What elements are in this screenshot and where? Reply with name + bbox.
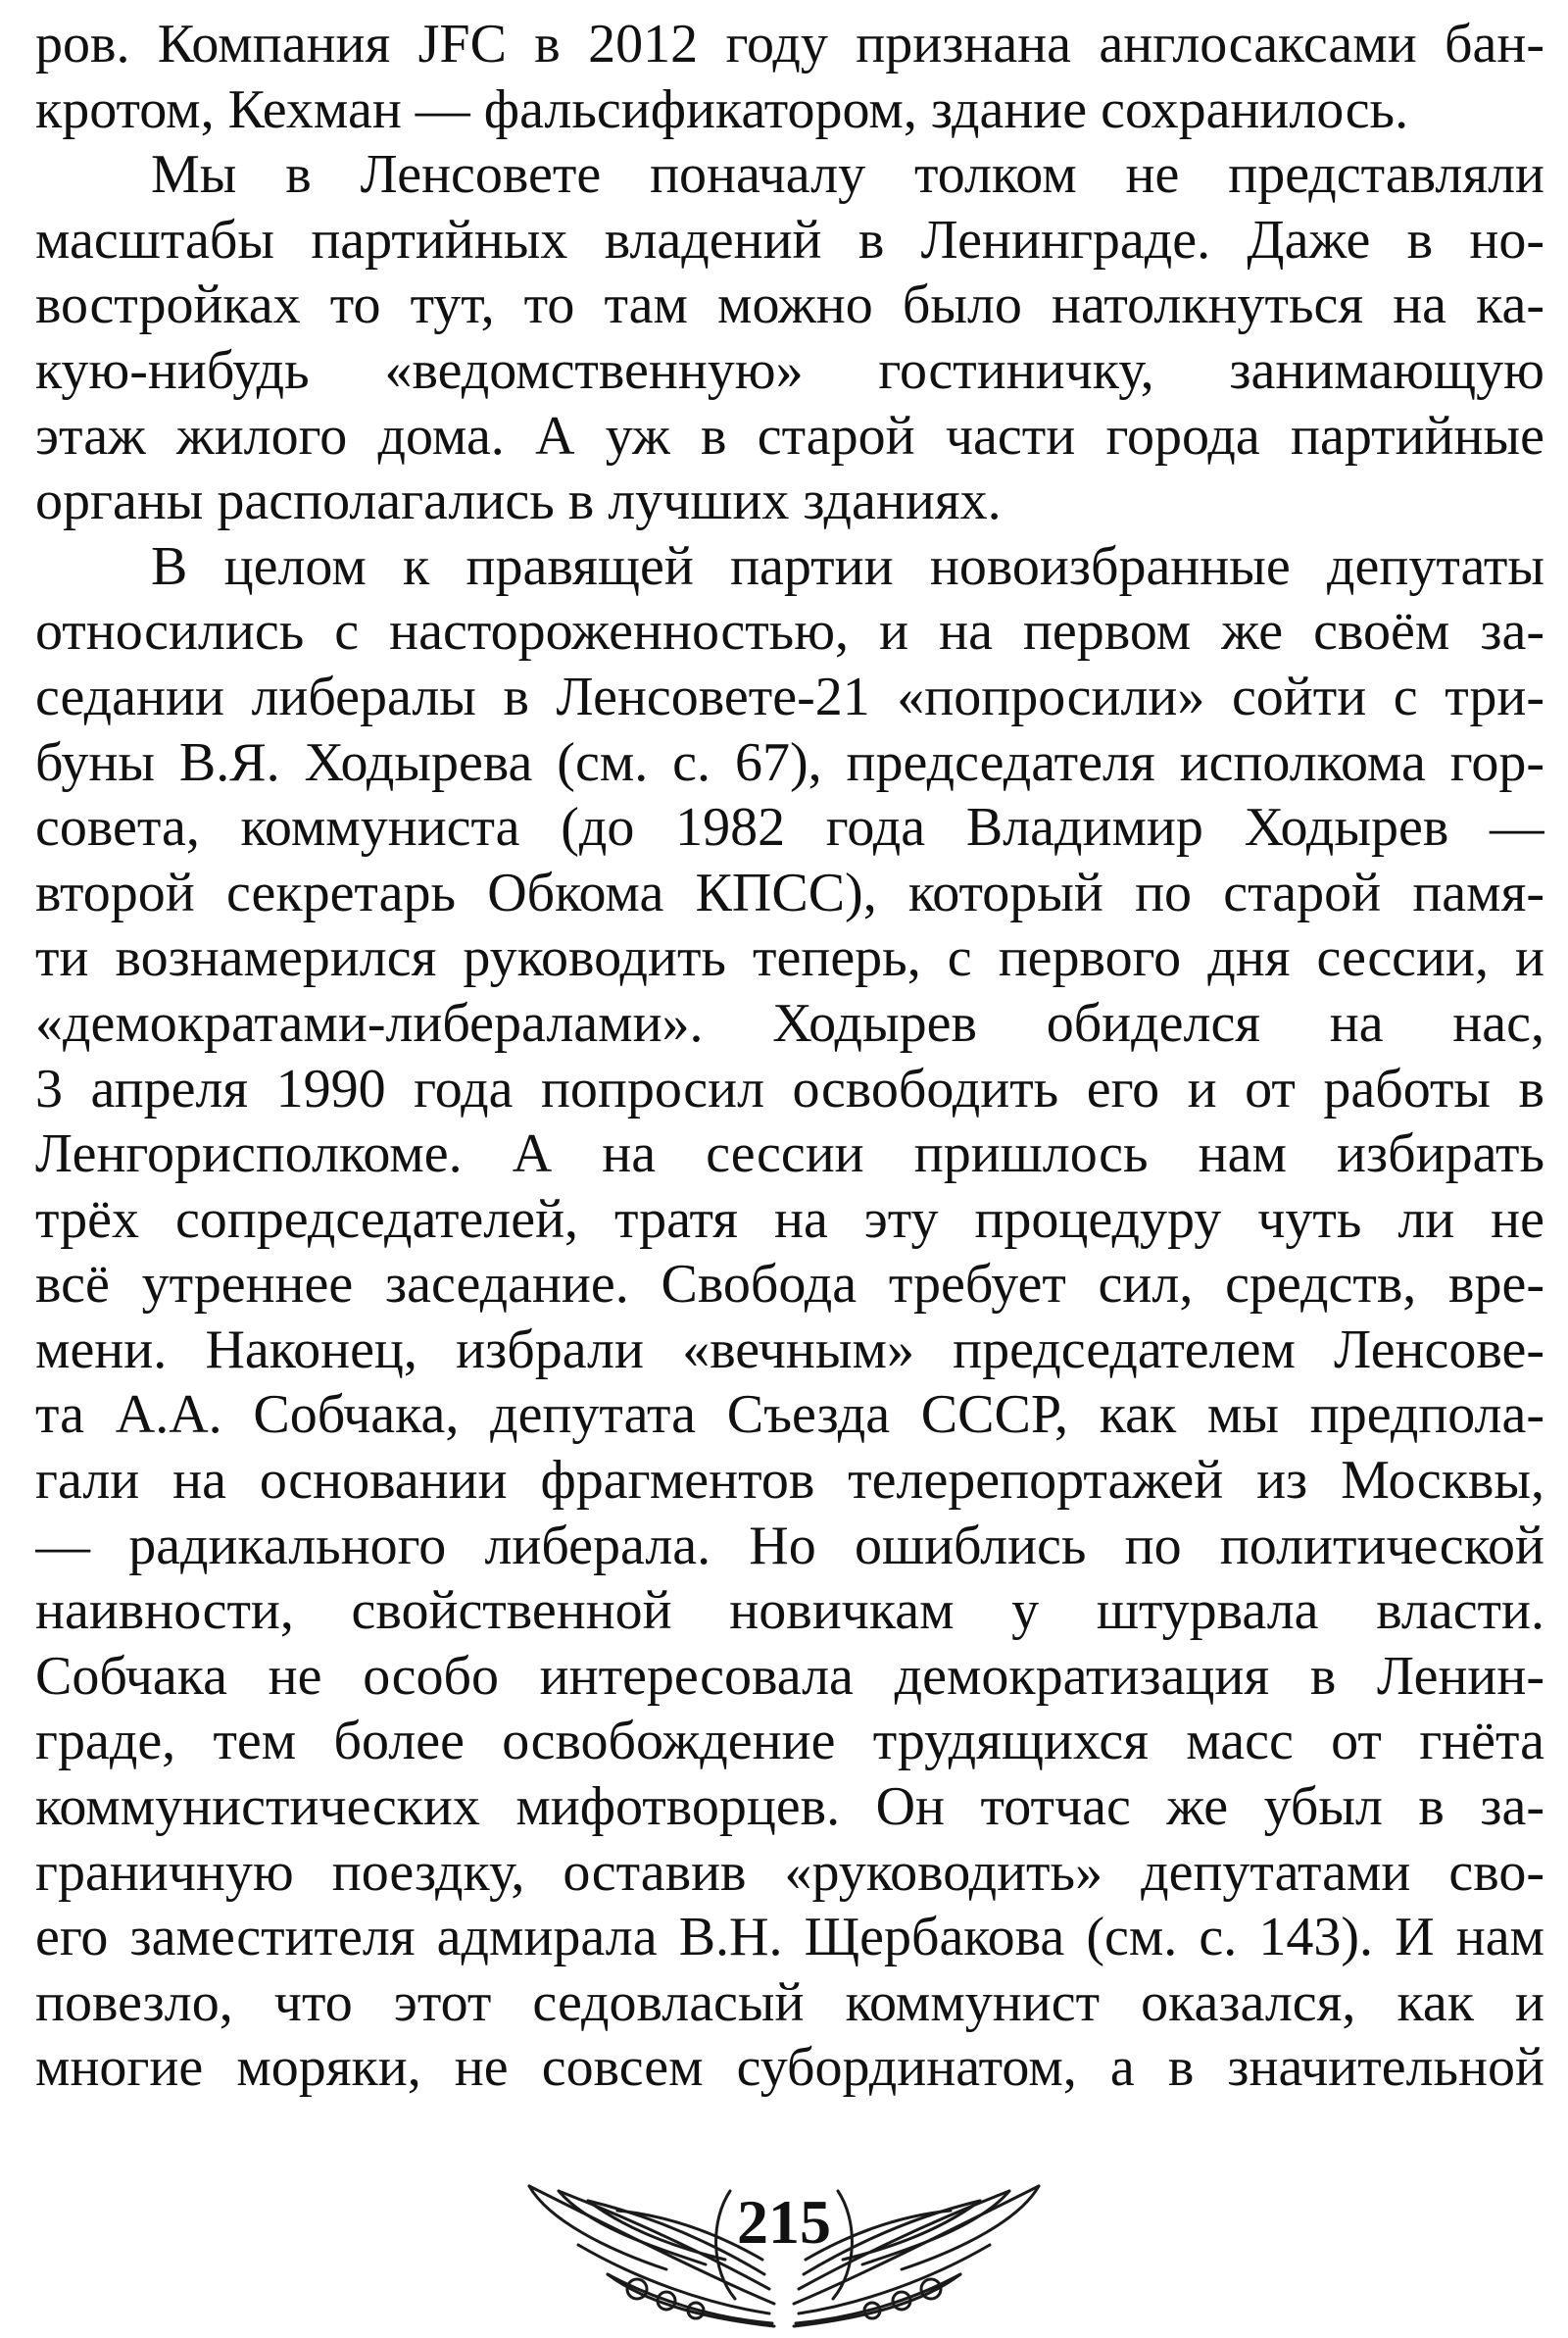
text-line: та А.А. Собчака, депутата Съезда СССР, как мы предпола- (35, 1384, 1544, 1446)
text-line: наивности, свойственной новичкам у штурвала власти. (35, 1580, 1544, 1642)
text-line: повезло, что этот седовласый коммунист оказался, как и (35, 1971, 1544, 2033)
page-number: 215 (737, 2187, 831, 2257)
text-line: масштабы партийных владений в Ленинграде. Даже в но- (35, 209, 1544, 271)
text-line: мени. Наконец, избрали «вечным» председателем Ленсове- (35, 1318, 1544, 1380)
text-line: Собчака не особо интересовала демократизация в Ленин- (35, 1645, 1544, 1707)
text-line: совета, коммуниста (до 1982 года Владимир Ходырев — (35, 797, 1544, 859)
text-line: его заместителя адмирала В.Н. Щербакова (см. с. 143). И нам (35, 1907, 1544, 1968)
text-line: относились с настороженностью, и на первом же своём за- (35, 601, 1544, 663)
text-line: многие моряки, не совсем субординатом, а в значительной (35, 2037, 1544, 2099)
text-line: седании либералы в Ленсовете-21 «попросили» сойти с три- (35, 666, 1544, 727)
text-line: граничную поездку, оставив «руководить» депутатами сво- (35, 1841, 1544, 1903)
text-line: востройках то тут, то там можно было натолкнуться на ка- (35, 274, 1544, 336)
text-line: Мы в Ленсовете поначалу толком не представляли (151, 144, 1544, 206)
text-line: гали на основании фрагментов телерепортажей из Москвы, (35, 1450, 1544, 1512)
text-line: трёх сопредседателей, тратя на эту процедуру чуть ли не (35, 1188, 1544, 1250)
text-line: «демократами-либералами». Ходырев обиделся на нас, (35, 992, 1544, 1054)
text-line: кую-нибудь «ведомственную» гостиничку, занимающую (35, 339, 1544, 401)
text-line: кротом, Кехман — фальсификатором, здание сохранилось. (35, 78, 1409, 140)
text-line: 3 апреля 1990 года попросил освободить его и от работы в (35, 1058, 1544, 1119)
text-line: граде, тем более освобождение трудящихся масс от гнёта (35, 1711, 1544, 1772)
text-line: ров. Компания JFC в 2012 году признана англосаксами бан- (35, 14, 1544, 75)
text-line: органы располагались в лучших зданиях. (35, 471, 1002, 532)
book-page-text (35, 12, 1544, 2101)
text-line: коммунистических мифотворцев. Он тотчас же убыл в за- (35, 1776, 1544, 1838)
text-line: всё утреннее заседание. Свобода требует сил, средств, вре- (35, 1254, 1544, 1316)
text-line: второй секретарь Обкома КПСС), который по старой памя- (35, 862, 1544, 923)
text-line: этаж жилого дома. А уж в старой части города партийные (35, 405, 1544, 467)
text-line: В целом к правящей партии новоизбранные депутаты (151, 535, 1544, 597)
text-line: — радикального либерала. Но ошиблись по политической (35, 1515, 1544, 1576)
text-line: ти вознамерился руководить теперь, с первого дня сессии, и (35, 927, 1544, 989)
text-line: Ленгорисполкоме. А на сессии пришлось нам избирать (35, 1123, 1544, 1185)
text-line: буны В.Я. Ходырева (см. с. 67), председателя исполкома гор- (35, 731, 1544, 793)
